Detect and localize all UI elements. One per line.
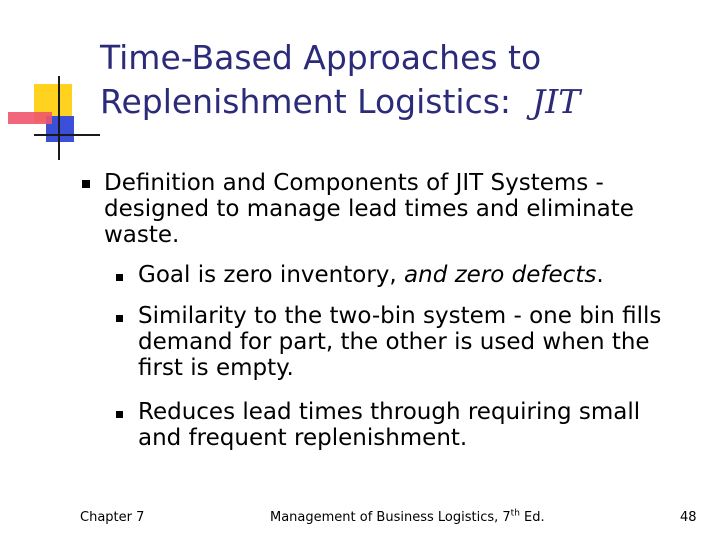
sub-point-3-line-1: Reduces lead times through requiring small (138, 399, 641, 425)
sub-point-2 (138, 303, 708, 381)
title-line-2 (100, 80, 700, 124)
title-line-1: Time-Based Approaches to (100, 38, 542, 77)
main-point-line-2: designed to manage lead times and eliminate (104, 196, 634, 222)
sub-bullet-marker-2 (116, 315, 123, 322)
sub-point-1-emphasis: and zero defects (404, 262, 597, 288)
title-line-2-text: Replenishment Logistics: (100, 82, 512, 121)
sub-point-2-line-3: first is empty. (138, 355, 294, 381)
title-line-2-italic: JIT (532, 82, 581, 121)
sub-point-1-part-1: Goal is zero inventory, (138, 262, 397, 288)
sub-point-2-line-2: demand for part, the other is used when the (138, 329, 650, 355)
footer-chapter: Chapter 7 (80, 510, 145, 525)
main-bullet-marker (82, 180, 90, 188)
sub-point-3-line-2: and frequent replenishment. (138, 425, 468, 451)
main-point-text (104, 170, 704, 248)
logo-horizontal-line (34, 134, 100, 136)
main-point-line-1: Definition and Components of JIT Systems - (104, 170, 604, 196)
sub-point-1 (138, 262, 708, 288)
slide-title (100, 36, 700, 124)
sub-point-2-line-1: Similarity to the two-bin system - one bin fills (138, 303, 662, 329)
footer-book-title (270, 510, 545, 526)
footer-book-sup: th (510, 508, 520, 519)
sub-bullet-marker-3 (116, 411, 123, 418)
main-point-line-3: waste. (104, 222, 180, 248)
logo-vertical-line (58, 76, 60, 160)
footer-page-number: 48 (680, 510, 697, 525)
sub-point-1-part-3: . (596, 262, 604, 288)
footer-book-prefix: Management of Business Logistics, 7 (270, 510, 511, 525)
decorative-logo (0, 0, 100, 160)
sub-point-3 (138, 399, 708, 451)
footer-book-suffix: Ed. (519, 510, 545, 525)
sub-bullet-marker-1 (116, 274, 123, 281)
logo-red-bar (8, 112, 52, 124)
